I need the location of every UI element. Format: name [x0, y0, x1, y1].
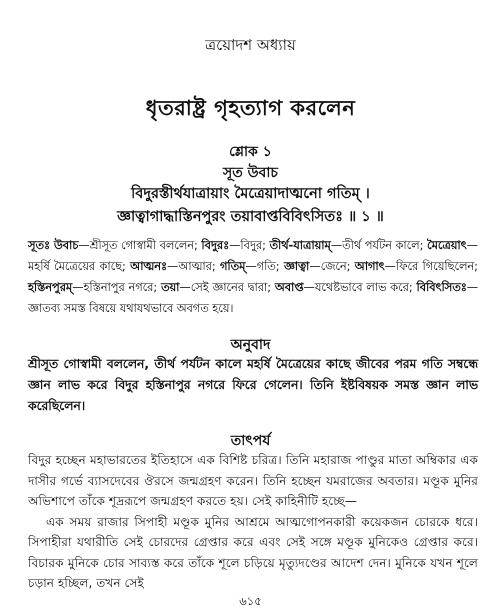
word-for-word-synonyms: সূতঃ উবাচ—শ্রীসূত গোস্বামী বললেন; বিদুরঃ—বিদুর; তীর্থ-যাত্রায়াম্—তীর্থ পর্যটন কালে; মৈত্রেয়াৎ—মহর্ষি মৈত্রেয়ের কাছে; আত্মনঃ—আত্মার; গতিম্—গতি; জ্ঞাত্বা—জেনে; আগাৎ—ফিরে গিয়েছিলেন; হস্তিনপুরম্—হস্তিনাপুর নগরে; তয়া—সেই জ্ঞানের দ্বারা; অবাপ্ত—যথেষ্টভাবে লাভ করে; বিবিৎসিতঃ—জ্ঞাতব্য সমস্ত বিষয়ে যথাযথভাবে অবগত হয়ে। — [28, 239, 479, 315]
purport-paragraph-2: এক সময় রাজার সিপাহী মণ্ডূক মুনির আশ্রমে আত্মগোপনকারী কয়েকজন চোরকে ধরে। সিপাহীরা যথারীতি সেই চোরদের গ্রেপ্তার করে এবং সেই সঙ্গে মণ্ডূক মুনিকেও গ্রেপ্তার করে। বিচারক মুনিকে চোর সাব্যস্ত করে তাঁকে শূলে চড়িয়ে মৃত্যুদণ্ডের আদেশ দেন। মুনিকে যখন শূলে চড়ান হচ্ছিল, তখন সেই — [28, 514, 478, 590]
synonym-term: আত্মনঃ — [130, 260, 167, 273]
synonym-meaning: জ্ঞাতব্য সমস্ত বিষয়ে যথাযথভাবে অবগত হয়ে। — [28, 302, 234, 315]
synonym-term: আগাৎ — [354, 260, 385, 273]
chapter-title: ধৃতরাষ্ট্র গৃহত্যাগ করলেন — [145, 96, 356, 120]
synonym-meaning: জেনে — [320, 260, 347, 273]
purport-heading: তাৎপর্য — [230, 433, 271, 449]
synonym-meaning: বিদুর — [240, 239, 263, 252]
verse-number: শ্লোক ১ — [229, 144, 272, 160]
synonym-meaning: ফিরে গিয়েছিলেন — [395, 260, 475, 273]
synonym-term: তয়া — [161, 281, 180, 294]
synonym-term: জ্ঞাত্বা — [283, 260, 310, 273]
sloka-line-1: বিদুরস্তীর্থযাত্রায়াং মৈত্রেয়াদাত্মনো গতিম্ । — [131, 186, 370, 202]
synonym-term: বিবিৎসিতঃ — [416, 281, 467, 294]
purport-paragraph-1: বিদুর হচ্ছেন মহাভারতের ইতিহাসে এক বিশিষ্ট চরিত্র। তিনি মহারাজ পাণ্ডুর মাতা অম্বিকার এক দাসীর গর্ভে ব্যাসদেবের ঔরসে জন্মগ্রহণ করেন। তিনি হচ্ছেন যমরাজের অবতার। মণ্ডূক মুনির অভিশাপে তাঁকে শূদ্ররূপে জন্মগ্রহণ করতে হয়। সেই কাহিনীটি হচ্ছে— — [28, 453, 478, 508]
purport-body — [28, 450, 478, 594]
synonym-term: বিদুরঃ — [201, 239, 230, 252]
synonym-meaning: হস্তিনাপুর নগরে — [83, 281, 154, 294]
translation-heading: অনুবাদ — [230, 337, 271, 353]
synonym-meaning: মহর্ষি মৈত্রেয়ের কাছে — [28, 260, 122, 273]
synonym-meaning: তীর্থ পর্যটন কালে — [342, 239, 420, 252]
synonym-meaning: গতি — [256, 260, 276, 273]
verse-speaker: সূত উবাচ — [223, 165, 278, 181]
synonym-term: হস্তিনপুরম্ — [28, 281, 73, 294]
synonym-term: সূতঃ উবাচ — [28, 239, 79, 252]
synonym-term: তীর্থ-যাত্রায়াম্ — [269, 239, 331, 252]
page-number: ৬১৫ — [239, 594, 262, 608]
sloka-line-2: জ্ঞাত্বাগাদ্ধাস্তিনপুরং তয়াবাপ্তবিবিৎসিতঃ ॥ ১ ॥ — [117, 209, 384, 225]
translation-text: শ্রীসূত গোস্বামী বললেন, তীর্থ পর্যটন কালে মহর্ষি মৈত্রেয়ের কাছে জীবের পরম গতি সম্বন্ধে জ্ঞান লাভ করে বিদুর হস্তিনাপুর নগরে ফিরে গেলেন। তিনি ইষ্টবিষয়ক সমস্ত জ্ঞান লাভ করেছিলেন। — [28, 357, 478, 413]
synonym-meaning: যথেষ্টভাবে লাভ করে — [314, 281, 409, 294]
synonym-term: মৈত্রেয়াৎ — [427, 239, 467, 252]
chapter-label: ত্রয়োদশ অধ্যায় — [205, 36, 296, 54]
synonym-meaning: আত্মার — [178, 260, 212, 273]
synonym-meaning: সেই জ্ঞানের দ্বারা — [190, 281, 268, 294]
synonym-term: গতিম্ — [219, 260, 246, 273]
synonym-term: অবাপ্ত — [274, 281, 304, 294]
synonym-meaning: শ্রীসূত গোস্বামী বললেন — [89, 239, 194, 252]
